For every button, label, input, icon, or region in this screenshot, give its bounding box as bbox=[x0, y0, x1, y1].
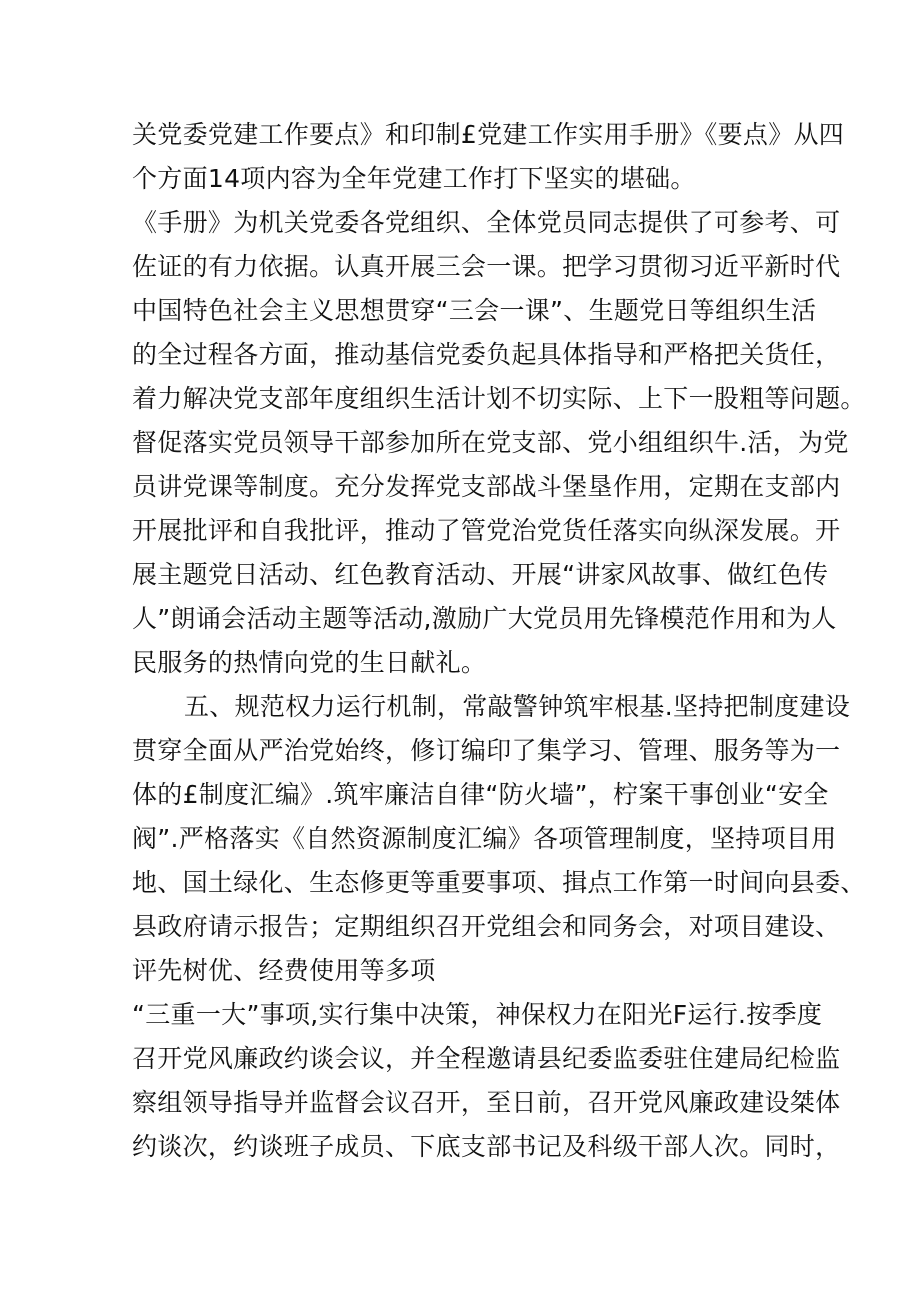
text-line: 召开党风廉政约谈会议，并全程邀请县纪委监委驻住建局纪检监 bbox=[132, 1044, 841, 1073]
text-line: 员讲党课等制度。充分发挥党支部战斗堡垦作用，定期在支部内 bbox=[132, 472, 841, 501]
text-line: 体的£制度汇编》.筑牢廉洁自律“防火墙”，柠案干事创业“安全 bbox=[132, 780, 829, 809]
text-line: 中国特色社会主义思想贯穿“三会一课”、生题党日等组织生活 bbox=[132, 296, 817, 325]
text-line: 五、规范权力运行机制，常敲警钟筑牢根基.坚持把制度建设 bbox=[184, 692, 851, 721]
text-line: 《手册》为机关党委各党组织、全体党员同志提供了可参考、可 bbox=[132, 208, 841, 237]
text-line: 人”朗诵会活动主题等活动,激励广大党员用先锋模范作用和为人 bbox=[132, 604, 837, 633]
text-line: 关党委党建工作要点》和印制£党建工作实用手册》《要点》从四 bbox=[132, 120, 845, 149]
text-line: 着力解决党支部年度组织生活计划不切实际、上下一股粗等问题。 bbox=[132, 384, 866, 413]
text-line: 民服务的热情向党的生日献礼。 bbox=[132, 648, 487, 677]
text-line: 约谈次，约谈班子成员、下底支部书记及科级干部人次。同时， bbox=[132, 1132, 841, 1161]
text-line: 的全过程各方面，推动基信党委负起具体指导和严格把关货任， bbox=[132, 340, 841, 369]
text-line: 评先树优、经费使用等多项 bbox=[132, 956, 436, 985]
text-line: 佐证的有力依据。认真开展三会一课。把学习贯彻习近平新时代 bbox=[132, 252, 841, 281]
text-line: 展主题党日活动、红色教育活动、开展“讲家风故事、做红色传 bbox=[132, 560, 829, 589]
text-line: “三重一大”事项,实行集中决策，神保权力在阳光F运行.按季度 bbox=[132, 1000, 823, 1029]
text-line: 开展批评和自我批评，推动了管党治党货任落实向纵深发展。开 bbox=[132, 516, 841, 545]
text-line: 察组领导指导并监督会议召开，至日前，召开党风廉政建设桀体 bbox=[132, 1088, 841, 1117]
text-line: 县政府请示报告；定期组织召开党组会和同务会，对项目建设、 bbox=[132, 912, 841, 941]
text-line: 个方面14项内容为全年党建工作打下坚实的堪础。 bbox=[132, 164, 696, 193]
text-line: 阀”.严格落实《自然资源制度汇编》各项管理制度，坚持项目用 bbox=[132, 824, 837, 853]
text-line: 贯穿全面从严治党始终，修订编印了集学习、管理、服务等为一 bbox=[132, 736, 841, 765]
text-line: 督促落实党员领导干部参加所在党支部、党小组组织牛.活，为党 bbox=[132, 428, 849, 457]
text-line: 地、国土绿化、生态修更等重要事项、揖点工作第一时间向县委、 bbox=[132, 868, 866, 897]
